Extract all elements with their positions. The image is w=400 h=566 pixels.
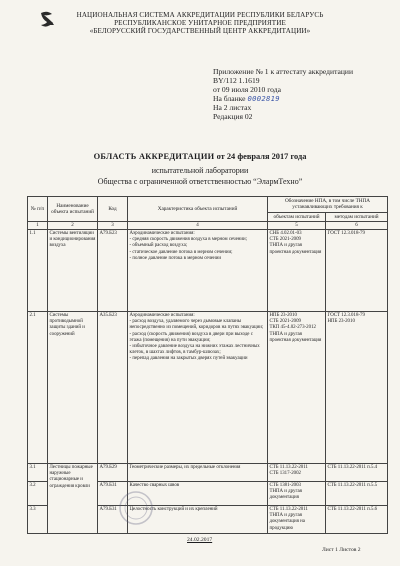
cell-code: А35.Б23 bbox=[98, 312, 128, 464]
table-header-row bbox=[28, 197, 388, 213]
cell-characteristic: Аэродинамические испытания: - средняя скорость движения воздуха в мерном сечении; - объемный расход воздуха; - статическое давление потока в мерном сечении; - полное давление потока в мерном сечении bbox=[128, 230, 268, 312]
cell-characteristic: Аэродинамические испытания: - расход воздуха, удаляемого через дымовые клапаны непосредственно из помещений, коридоров на путях эвакуации; - расход (скорость движения) воздуха в двери при выходе с этажа (помещения) на пути эвакуации; - избыточное давление воздуха на нижних этажах лестничных клеток, в шахтах лифтов, в тамбур-шлюзах; - перепад давления на закрытых дверях путей эвакуации bbox=[128, 312, 268, 464]
cell-n: 3.3 bbox=[28, 506, 48, 533]
cell-npa-objects: СТБ 11.13.22-2011 ТНПА и другая документация на продукцию bbox=[268, 506, 326, 533]
col-number: 6 bbox=[326, 222, 388, 230]
appendix-certificate-number: BY/112 1.1619 bbox=[213, 76, 260, 85]
appendix-sheets: На 2 листах bbox=[213, 103, 252, 112]
cell-n: 3.2 bbox=[28, 482, 48, 506]
footer-date: 24.02.2017 bbox=[187, 537, 213, 543]
col-header-n: № п/п bbox=[28, 197, 48, 222]
col-header-npa: Обозначение НПА, в том числе ТНПА устанавливающих требования к bbox=[268, 197, 388, 213]
cell-n: 2.1 bbox=[28, 312, 48, 464]
appendix-line-1: Приложение № 1 к аттестату аккредитации bbox=[213, 67, 354, 76]
col-header-methods: методам испытаний bbox=[326, 212, 388, 221]
cell-npa-objects: СТБ 1381-2003 ТНПА и другая документация bbox=[268, 482, 326, 506]
appendix-blank-label: На бланке bbox=[213, 94, 246, 103]
subtitle-line-1: испытательной лаборатории bbox=[151, 166, 249, 175]
cell-npa-methods: СТБ 11.13.22-2011 п.5.5 bbox=[326, 482, 388, 506]
appendix-date: от 09 июля 2010 года bbox=[213, 85, 281, 94]
footer-sheet-number: Лист 1 Листов 2 bbox=[322, 547, 361, 553]
cell-code: А79.Б23 bbox=[98, 230, 128, 312]
table-column-numbers-row bbox=[28, 222, 388, 230]
cell-npa-methods: ГОСТ 12.3.018-79 НПБ 23-2010 bbox=[326, 312, 388, 464]
header-line-3: «БЕЛОРУССКИЙ ГОСУДАРСТВЕННЫЙ ЦЕНТР АККРЕДИТАЦИИ» bbox=[89, 27, 311, 35]
cell-object: Системы противодымной защиты зданий и сооружений bbox=[48, 312, 98, 464]
cell-npa-methods: ГОСТ 12.3.018-79 bbox=[326, 230, 388, 312]
cell-characteristic: Качество сварных швов bbox=[128, 482, 268, 506]
header-line-2: РЕСПУБЛИКАНСКОЕ УНИТАРНОЕ ПРЕДПРИЯТИЕ bbox=[114, 19, 286, 27]
col-number: 2 bbox=[48, 222, 98, 230]
scope-table bbox=[27, 196, 388, 534]
cell-n: 1.1 bbox=[28, 230, 48, 312]
document-title bbox=[0, 152, 400, 161]
appendix-revision: Редакция 02 bbox=[213, 112, 253, 121]
table-row bbox=[28, 230, 388, 312]
header-line-1: НАЦИОНАЛЬНАЯ СИСТЕМА АККРЕДИТАЦИИ РЕСПУБЛИКИ БЕЛАРУСЬ bbox=[76, 11, 324, 19]
cell-npa-methods: СТБ 11.13.22-2011 п.5.4 bbox=[326, 464, 388, 482]
cell-characteristic: Геометрические размеры, их предельные отклонения bbox=[128, 464, 268, 482]
col-number: 3 bbox=[98, 222, 128, 230]
appendix-blank bbox=[213, 94, 280, 103]
cell-code: А79.Б31 bbox=[98, 482, 128, 506]
document-title-label: ОБЛАСТЬ АККРЕДИТАЦИИ bbox=[93, 152, 215, 161]
table-row bbox=[28, 464, 388, 482]
cell-npa-objects: НПБ 23-2010 СТБ 2021-2009 ТКП 45-4.02-273-2012 ТНПА и другая проектная документация bbox=[268, 312, 326, 464]
cell-code: А79.Б29 bbox=[98, 464, 128, 482]
col-header-object: Наименование объекта испытаний bbox=[48, 197, 98, 222]
table-row bbox=[28, 312, 388, 464]
cell-n: 3.1 bbox=[28, 464, 48, 482]
col-header-characteristic: Характеристика объекта испытаний bbox=[128, 197, 268, 222]
col-number: 4 bbox=[128, 222, 268, 230]
cell-object: Лестницы пожарные наружные стационарные и ограждения кровли bbox=[48, 464, 98, 533]
col-number: 5 bbox=[268, 222, 326, 230]
document-title-date: от 24 февраля 2017 года bbox=[216, 152, 307, 161]
col-number: 1 bbox=[28, 222, 48, 230]
cell-characteristic: Целостность конструкций и их креплений bbox=[128, 506, 268, 533]
col-header-objects: объектам испытаний bbox=[268, 212, 326, 221]
cell-object: Системы вентиляции и кондиционирования воздуха bbox=[48, 230, 98, 312]
appendix-blank-number: 0002819 bbox=[247, 94, 280, 103]
cell-npa-objects: СНБ 4.02.01-03 СТБ 2021-2009 ТНПА и другая проектная документация bbox=[268, 230, 326, 312]
cell-npa-objects: СТБ 11.13.22-2011 СТБ 1317-2002 bbox=[268, 464, 326, 482]
cell-code: А79.Б31 bbox=[98, 506, 128, 533]
seal-stamp-icon bbox=[118, 488, 154, 528]
col-header-code: Код bbox=[98, 197, 128, 222]
cell-npa-methods: СТБ 11.13.22-2011 п.5.6 bbox=[326, 506, 388, 533]
subtitle-line-2: Общества с ограниченной ответственностью “ЭлармТехно” bbox=[97, 177, 303, 186]
